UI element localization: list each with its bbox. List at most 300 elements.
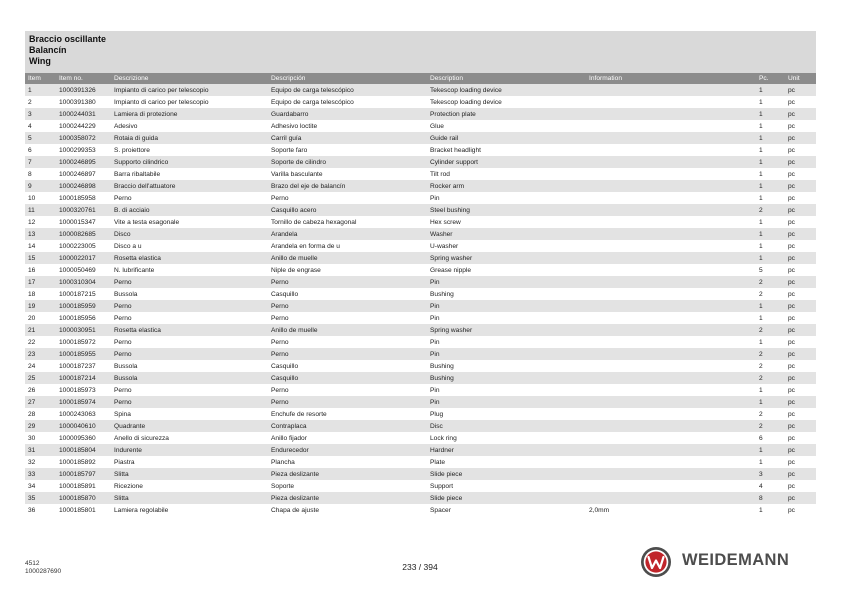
table-row: [25, 180, 816, 192]
cell-unit: pc: [785, 132, 816, 144]
cell-unit: pc: [785, 84, 816, 96]
cell-pc: 1: [756, 168, 785, 180]
cell-item: 2: [25, 96, 56, 108]
cell-description: Glue: [427, 120, 586, 132]
cell-descripcion: Arandela en forma de u: [268, 240, 427, 252]
cell-item-no: 1000246895: [56, 156, 111, 168]
cell-pc: 1: [756, 228, 785, 240]
table-row: [25, 420, 816, 432]
cell-pc: 2: [756, 324, 785, 336]
cell-item: 34: [25, 480, 56, 492]
cell-item: 11: [25, 204, 56, 216]
cell-unit: pc: [785, 192, 816, 204]
table-row: [25, 336, 816, 348]
cell-unit: pc: [785, 324, 816, 336]
cell-item: 20: [25, 312, 56, 324]
cell-descrizione: Perno: [111, 300, 268, 312]
cell-pc: 2: [756, 372, 785, 384]
cell-pc: 4: [756, 480, 785, 492]
cell-item: 8: [25, 168, 56, 180]
cell-descripcion: Anillo de muelle: [268, 324, 427, 336]
cell-information: [586, 300, 756, 312]
cell-item-no: 1000185974: [56, 396, 111, 408]
cell-unit: pc: [785, 360, 816, 372]
cell-description: Tilt rod: [427, 168, 586, 180]
cell-descrizione: Braccio dell'attuatore: [111, 180, 268, 192]
cell-information: [586, 168, 756, 180]
cell-descrizione: Perno: [111, 276, 268, 288]
cell-information: [586, 228, 756, 240]
cell-pc: 1: [756, 504, 785, 516]
cell-information: [586, 216, 756, 228]
cell-unit: pc: [785, 180, 816, 192]
cell-description: Rocker arm: [427, 180, 586, 192]
cell-item-no: 1000082685: [56, 228, 111, 240]
cell-item-no: 1000310304: [56, 276, 111, 288]
cell-description: Spring washer: [427, 252, 586, 264]
cell-item-no: 1000185958: [56, 192, 111, 204]
cell-description: Lock ring: [427, 432, 586, 444]
cell-descripcion: Contraplaca: [268, 420, 427, 432]
cell-description: Bracket headlight: [427, 144, 586, 156]
table-row: [25, 372, 816, 384]
cell-item-no: 1000185804: [56, 444, 111, 456]
cell-description: Pin: [427, 192, 586, 204]
cell-item: 26: [25, 384, 56, 396]
table-row: [25, 144, 816, 156]
cell-item: 7: [25, 156, 56, 168]
cell-item-no: 1000022017: [56, 252, 111, 264]
cell-information: [586, 252, 756, 264]
table-row: [25, 168, 816, 180]
cell-item-no: 1000185972: [56, 336, 111, 348]
cell-information: [586, 348, 756, 360]
cell-item-no: 1000391380: [56, 96, 111, 108]
cell-descripcion: Perno: [268, 300, 427, 312]
cell-descrizione: Slitta: [111, 492, 268, 504]
column-header-unit: Unit: [785, 73, 816, 84]
cell-item: 33: [25, 468, 56, 480]
cell-descripcion: Perno: [268, 396, 427, 408]
table-row: [25, 348, 816, 360]
cell-descripcion: Adhesivo loctite: [268, 120, 427, 132]
cell-descripcion: Endurecedor: [268, 444, 427, 456]
footer-code-2: 1000287690: [25, 568, 62, 575]
column-header-item-no: Item no.: [56, 73, 111, 84]
cell-information: [586, 264, 756, 276]
cell-description: Hex screw: [427, 216, 586, 228]
cell-descripcion: Perno: [268, 312, 427, 324]
table-row: [25, 192, 816, 204]
cell-pc: 1: [756, 156, 785, 168]
cell-pc: 1: [756, 192, 785, 204]
cell-description: Steel bushing: [427, 204, 586, 216]
cell-item-no: 1000185955: [56, 348, 111, 360]
table-row: [25, 264, 816, 276]
table-row: [25, 132, 816, 144]
table-row: [25, 84, 816, 96]
cell-descripcion: Varilla basculante: [268, 168, 427, 180]
cell-item-no: 1000185959: [56, 300, 111, 312]
cell-item: 19: [25, 300, 56, 312]
cell-unit: pc: [785, 312, 816, 324]
cell-pc: 1: [756, 84, 785, 96]
cell-description: Slide piece: [427, 492, 586, 504]
cell-unit: pc: [785, 444, 816, 456]
cell-descrizione: Lamiera regolabile: [111, 504, 268, 516]
cell-item-no: 1000015347: [56, 216, 111, 228]
cell-item: 24: [25, 360, 56, 372]
cell-item-no: 1000030951: [56, 324, 111, 336]
cell-item: 27: [25, 396, 56, 408]
cell-pc: 2: [756, 348, 785, 360]
cell-pc: 1: [756, 132, 785, 144]
cell-descripcion: Casquillo: [268, 372, 427, 384]
cell-information: [586, 336, 756, 348]
cell-descrizione: Bussola: [111, 360, 268, 372]
cell-descripcion: Perno: [268, 384, 427, 396]
table-row: [25, 360, 816, 372]
table-row: [25, 252, 816, 264]
cell-unit: pc: [785, 300, 816, 312]
cell-unit: pc: [785, 240, 816, 252]
cell-descrizione: Quadrante: [111, 420, 268, 432]
cell-item: 1: [25, 84, 56, 96]
cell-description: Slide piece: [427, 468, 586, 480]
table-row: [25, 384, 816, 396]
title-english: Wing: [29, 56, 51, 66]
cell-unit: pc: [785, 468, 816, 480]
title-block: [25, 31, 816, 73]
cell-pc: 8: [756, 492, 785, 504]
cell-pc: 2: [756, 420, 785, 432]
cell-item-no: 1000187237: [56, 360, 111, 372]
cell-description: Grease nipple: [427, 264, 586, 276]
cell-pc: 1: [756, 180, 785, 192]
cell-descrizione: Impianto di carico per telescopio: [111, 84, 268, 96]
cell-unit: pc: [785, 492, 816, 504]
table-row: [25, 228, 816, 240]
cell-description: Pin: [427, 300, 586, 312]
title-italian: Braccio oscillante: [29, 34, 107, 44]
cell-unit: pc: [785, 372, 816, 384]
column-header-descrizione: Descrizione: [111, 73, 268, 84]
cell-descripcion: Soporte de cilindro: [268, 156, 427, 168]
cell-descrizione: S. proiettore: [111, 144, 268, 156]
cell-descripcion: Brazo del eje de balancín: [268, 180, 427, 192]
cell-pc: 2: [756, 276, 785, 288]
cell-description: Support: [427, 480, 586, 492]
cell-item-no: 1000185973: [56, 384, 111, 396]
table-row: [25, 108, 816, 120]
cell-description: Plate: [427, 456, 586, 468]
cell-item-no: 1000095360: [56, 432, 111, 444]
cell-description: Cylinder support: [427, 156, 586, 168]
cell-descrizione: Perno: [111, 336, 268, 348]
cell-description: Disc: [427, 420, 586, 432]
cell-descripcion: Soporte faro: [268, 144, 427, 156]
cell-unit: pc: [785, 396, 816, 408]
cell-information: [586, 372, 756, 384]
cell-description: Pin: [427, 312, 586, 324]
cell-description: Bushing: [427, 360, 586, 372]
cell-item-no: 1000320761: [56, 204, 111, 216]
cell-pc: 1: [756, 252, 785, 264]
cell-item: 15: [25, 252, 56, 264]
table-row: [25, 204, 816, 216]
cell-descrizione: Indurente: [111, 444, 268, 456]
cell-unit: pc: [785, 228, 816, 240]
cell-information: [586, 420, 756, 432]
cell-item: 21: [25, 324, 56, 336]
cell-item: 16: [25, 264, 56, 276]
cell-description: Protection plate: [427, 108, 586, 120]
cell-descrizione: Perno: [111, 348, 268, 360]
cell-unit: pc: [785, 432, 816, 444]
cell-information: [586, 480, 756, 492]
cell-information: [586, 312, 756, 324]
cell-pc: 1: [756, 312, 785, 324]
cell-descripcion: Perno: [268, 276, 427, 288]
cell-pc: 1: [756, 444, 785, 456]
cell-item-no: 1000185801: [56, 504, 111, 516]
cell-descrizione: Rotaia di guida: [111, 132, 268, 144]
table-row: [25, 504, 816, 516]
cell-information: [586, 408, 756, 420]
cell-item: 6: [25, 144, 56, 156]
cell-item: 22: [25, 336, 56, 348]
cell-item: 18: [25, 288, 56, 300]
cell-item-no: 1000050469: [56, 264, 111, 276]
cell-descrizione: Slitta: [111, 468, 268, 480]
cell-information: [586, 96, 756, 108]
cell-description: Tekescop loading device: [427, 96, 586, 108]
cell-item-no: 1000391326: [56, 84, 111, 96]
cell-pc: 3: [756, 468, 785, 480]
table-row: [25, 408, 816, 420]
cell-item-no: 1000187215: [56, 288, 111, 300]
table-row: [25, 276, 816, 288]
cell-information: [586, 456, 756, 468]
cell-descripcion: Chapa de ajuste: [268, 504, 427, 516]
cell-pc: 1: [756, 300, 785, 312]
page-number: 233 / 394: [402, 562, 438, 572]
cell-unit: pc: [785, 348, 816, 360]
cell-descrizione: Impianto di carico per telescopio: [111, 96, 268, 108]
cell-item: 4: [25, 120, 56, 132]
cell-pc: 1: [756, 240, 785, 252]
column-header-information: Information: [586, 73, 756, 84]
cell-descrizione: N. lubrificante: [111, 264, 268, 276]
cell-unit: pc: [785, 288, 816, 300]
table-row: [25, 156, 816, 168]
cell-pc: 2: [756, 204, 785, 216]
cell-information: [586, 132, 756, 144]
cell-information: [586, 492, 756, 504]
cell-descrizione: Rosetta elastica: [111, 252, 268, 264]
cell-descrizione: Adesivo: [111, 120, 268, 132]
cell-description: Pin: [427, 348, 586, 360]
cell-description: Spring washer: [427, 324, 586, 336]
cell-item: 29: [25, 420, 56, 432]
cell-pc: 1: [756, 120, 785, 132]
cell-description: Tekescop loading device: [427, 84, 586, 96]
cell-descrizione: Perno: [111, 396, 268, 408]
cell-information: [586, 444, 756, 456]
cell-item-no: 1000244031: [56, 108, 111, 120]
cell-descripcion: Guardabarro: [268, 108, 427, 120]
cell-pc: 1: [756, 384, 785, 396]
cell-pc: 1: [756, 216, 785, 228]
table-row: [25, 492, 816, 504]
cell-descripcion: Anillo fijador: [268, 432, 427, 444]
cell-item: 3: [25, 108, 56, 120]
cell-pc: 2: [756, 288, 785, 300]
cell-unit: pc: [785, 216, 816, 228]
cell-information: [586, 324, 756, 336]
cell-pc: 1: [756, 144, 785, 156]
cell-unit: pc: [785, 144, 816, 156]
cell-item: 36: [25, 504, 56, 516]
cell-descripcion: Arandela: [268, 228, 427, 240]
cell-information: [586, 432, 756, 444]
cell-information: [586, 156, 756, 168]
column-header-description: Description: [427, 73, 586, 84]
cell-descripcion: Carril guía: [268, 132, 427, 144]
cell-information: [586, 180, 756, 192]
cell-descrizione: B. di acciaio: [111, 204, 268, 216]
cell-item-no: 1000243063: [56, 408, 111, 420]
cell-descripcion: Perno: [268, 336, 427, 348]
cell-description: U-washer: [427, 240, 586, 252]
cell-unit: pc: [785, 264, 816, 276]
cell-item-no: 1000185797: [56, 468, 111, 480]
cell-item: 9: [25, 180, 56, 192]
table-row: [25, 240, 816, 252]
cell-descripcion: Niple de engrase: [268, 264, 427, 276]
cell-description: Spacer: [427, 504, 586, 516]
cell-descripcion: Casquillo: [268, 360, 427, 372]
cell-unit: pc: [785, 408, 816, 420]
cell-unit: pc: [785, 480, 816, 492]
cell-descripcion: Anillo de muelle: [268, 252, 427, 264]
column-header-item: Item: [25, 73, 56, 84]
cell-item: 5: [25, 132, 56, 144]
cell-unit: pc: [785, 456, 816, 468]
footer-code-1: 4512: [25, 560, 40, 567]
cell-description: Hardner: [427, 444, 586, 456]
cell-unit: pc: [785, 384, 816, 396]
cell-descrizione: Disco: [111, 228, 268, 240]
table-row: [25, 480, 816, 492]
cell-item-no: 1000244229: [56, 120, 111, 132]
table-row: [25, 456, 816, 468]
cell-unit: pc: [785, 156, 816, 168]
cell-descrizione: Lamiera di protezione: [111, 108, 268, 120]
cell-item: 32: [25, 456, 56, 468]
cell-item: 31: [25, 444, 56, 456]
cell-information: [586, 192, 756, 204]
table-row: [25, 312, 816, 324]
cell-unit: pc: [785, 108, 816, 120]
table-row: [25, 324, 816, 336]
footer-codes: [25, 560, 61, 576]
cell-descrizione: Anello di sicurezza: [111, 432, 268, 444]
cell-item-no: 1000185892: [56, 456, 111, 468]
cell-pc: 5: [756, 264, 785, 276]
cell-descripcion: Soporte: [268, 480, 427, 492]
cell-unit: pc: [785, 336, 816, 348]
cell-pc: 1: [756, 456, 785, 468]
cell-pc: 6: [756, 432, 785, 444]
cell-information: [586, 468, 756, 480]
cell-descrizione: Barra ribaltabile: [111, 168, 268, 180]
cell-descrizione: Perno: [111, 192, 268, 204]
cell-pc: 1: [756, 108, 785, 120]
cell-description: Pin: [427, 276, 586, 288]
cell-item: 13: [25, 228, 56, 240]
cell-item: 23: [25, 348, 56, 360]
column-header-pc: Pc.: [756, 73, 785, 84]
cell-descripcion: Perno: [268, 192, 427, 204]
cell-unit: pc: [785, 420, 816, 432]
cell-item-no: 1000187214: [56, 372, 111, 384]
cell-description: Guide rail: [427, 132, 586, 144]
cell-descripcion: Enchufe de resorte: [268, 408, 427, 420]
table-row: [25, 216, 816, 228]
cell-item: 12: [25, 216, 56, 228]
cell-item: 10: [25, 192, 56, 204]
cell-description: Pin: [427, 384, 586, 396]
parts-table-body: [25, 84, 816, 516]
cell-description: Bushing: [427, 288, 586, 300]
table-row: [25, 96, 816, 108]
cell-unit: pc: [785, 504, 816, 516]
table-row: [25, 432, 816, 444]
cell-item: 35: [25, 492, 56, 504]
cell-descrizione: Disco a u: [111, 240, 268, 252]
cell-information: [586, 288, 756, 300]
cell-item: 17: [25, 276, 56, 288]
cell-descrizione: Perno: [111, 312, 268, 324]
cell-unit: pc: [785, 120, 816, 132]
cell-description: Washer: [427, 228, 586, 240]
cell-pc: 1: [756, 336, 785, 348]
cell-pc: 2: [756, 360, 785, 372]
cell-descripcion: Pieza deslizante: [268, 492, 427, 504]
table-row: [25, 444, 816, 456]
cell-item-no: 1000358072: [56, 132, 111, 144]
cell-pc: 1: [756, 96, 785, 108]
cell-information: [586, 384, 756, 396]
cell-information: [586, 276, 756, 288]
cell-information: [586, 84, 756, 96]
table-row: [25, 120, 816, 132]
table-header-row: [25, 73, 816, 84]
cell-item-no: 1000040610: [56, 420, 111, 432]
cell-information: [586, 120, 756, 132]
cell-descripcion: Perno: [268, 348, 427, 360]
cell-unit: pc: [785, 96, 816, 108]
brand-wordmark: WEIDEMANN: [682, 551, 790, 569]
cell-item-no: 1000185956: [56, 312, 111, 324]
cell-information: [586, 108, 756, 120]
cell-descrizione: Perno: [111, 384, 268, 396]
cell-descrizione: Vite a testa esagonale: [111, 216, 268, 228]
table-row: [25, 288, 816, 300]
table-row: [25, 300, 816, 312]
weidemann-w-logo-icon: [640, 546, 672, 578]
